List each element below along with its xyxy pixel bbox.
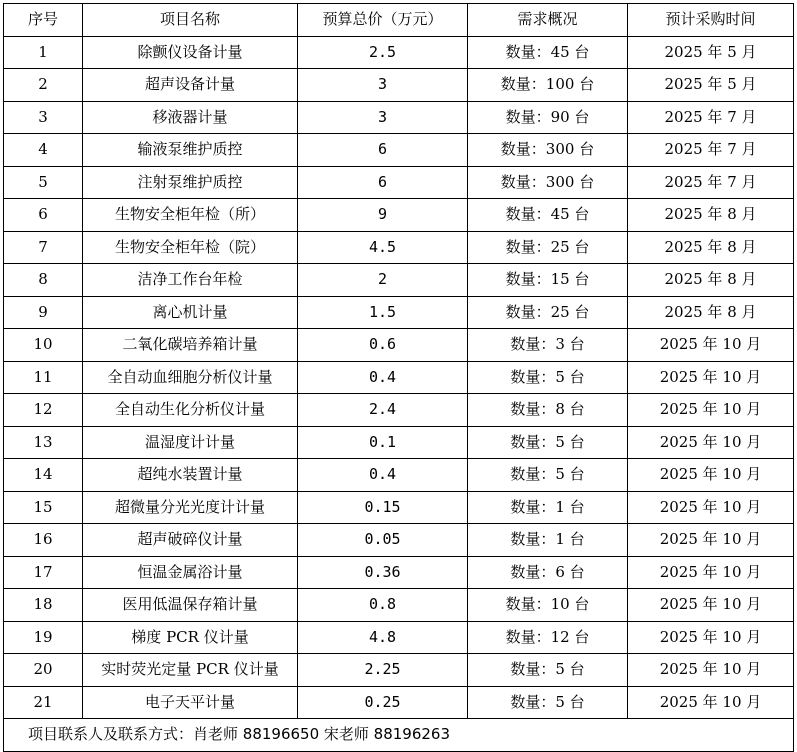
row-procurement-time: 2025 年 5 月 xyxy=(628,69,794,102)
row-budget: 1.5 xyxy=(298,296,468,329)
table-row xyxy=(4,394,794,427)
header-project-name: 项目名称 xyxy=(83,4,298,37)
row-serial: 15 xyxy=(4,491,83,524)
row-project-name: 洁净工作台年检 xyxy=(83,264,298,297)
row-serial: 21 xyxy=(4,686,83,719)
row-serial: 20 xyxy=(4,654,83,687)
row-serial: 14 xyxy=(4,459,83,492)
row-demand: 数量：90 台 xyxy=(468,101,628,134)
row-project-name: 生物安全柜年检（院） xyxy=(83,231,298,264)
row-budget: 0.36 xyxy=(298,556,468,589)
row-procurement-time: 2025 年 10 月 xyxy=(628,524,794,557)
row-project-name: 超声破碎仪计量 xyxy=(83,524,298,557)
row-budget: 4.5 xyxy=(298,231,468,264)
table-row xyxy=(4,69,794,102)
table-row xyxy=(4,524,794,557)
row-budget: 0.1 xyxy=(298,426,468,459)
row-budget: 0.6 xyxy=(298,329,468,362)
row-budget: 2.25 xyxy=(298,654,468,687)
row-serial: 1 xyxy=(4,36,83,69)
footer-row xyxy=(4,719,794,752)
row-procurement-time: 2025 年 10 月 xyxy=(628,686,794,719)
table-row xyxy=(4,589,794,622)
table-row xyxy=(4,654,794,687)
table-row xyxy=(4,329,794,362)
row-project-name: 医用低温保存箱计量 xyxy=(83,589,298,622)
row-project-name: 除颤仪设备计量 xyxy=(83,36,298,69)
row-procurement-time: 2025 年 10 月 xyxy=(628,654,794,687)
row-serial: 9 xyxy=(4,296,83,329)
row-budget: 9 xyxy=(298,199,468,232)
row-serial: 6 xyxy=(4,199,83,232)
row-demand: 数量：300 台 xyxy=(468,134,628,167)
row-procurement-time: 2025 年 10 月 xyxy=(628,556,794,589)
row-procurement-time: 2025 年 7 月 xyxy=(628,134,794,167)
row-project-name: 实时荧光定量 PCR 仪计量 xyxy=(83,654,298,687)
row-procurement-time: 2025 年 5 月 xyxy=(628,36,794,69)
row-demand: 数量：3 台 xyxy=(468,329,628,362)
header-row xyxy=(4,4,794,37)
row-demand: 数量：1 台 xyxy=(468,491,628,524)
row-procurement-time: 2025 年 7 月 xyxy=(628,166,794,199)
row-project-name: 恒温金属浴计量 xyxy=(83,556,298,589)
row-serial: 17 xyxy=(4,556,83,589)
row-project-name: 注射泵维护质控 xyxy=(83,166,298,199)
table-row xyxy=(4,231,794,264)
row-demand: 数量：5 台 xyxy=(468,459,628,492)
row-project-name: 全自动血细胞分析仪计量 xyxy=(83,361,298,394)
row-budget: 3 xyxy=(298,101,468,134)
row-serial: 8 xyxy=(4,264,83,297)
contact-info: 项目联系人及联系方式：肖老师 88196650 宋老师 88196263 xyxy=(4,719,794,752)
row-serial: 13 xyxy=(4,426,83,459)
row-project-name: 温湿度计计量 xyxy=(83,426,298,459)
row-project-name: 输液泵维护质控 xyxy=(83,134,298,167)
row-serial: 7 xyxy=(4,231,83,264)
row-demand: 数量：15 台 xyxy=(468,264,628,297)
row-budget: 3 xyxy=(298,69,468,102)
row-project-name: 超纯水装置计量 xyxy=(83,459,298,492)
row-project-name: 超声设备计量 xyxy=(83,69,298,102)
row-demand: 数量：45 台 xyxy=(468,36,628,69)
row-serial: 3 xyxy=(4,101,83,134)
row-procurement-time: 2025 年 8 月 xyxy=(628,199,794,232)
row-procurement-time: 2025 年 10 月 xyxy=(628,621,794,654)
row-demand: 数量：6 台 xyxy=(468,556,628,589)
table-row xyxy=(4,361,794,394)
row-budget: 0.25 xyxy=(298,686,468,719)
row-demand: 数量：300 台 xyxy=(468,166,628,199)
row-serial: 10 xyxy=(4,329,83,362)
row-project-name: 梯度 PCR 仪计量 xyxy=(83,621,298,654)
row-procurement-time: 2025 年 7 月 xyxy=(628,101,794,134)
row-procurement-time: 2025 年 10 月 xyxy=(628,361,794,394)
row-procurement-time: 2025 年 10 月 xyxy=(628,589,794,622)
table-row xyxy=(4,491,794,524)
row-serial: 4 xyxy=(4,134,83,167)
row-demand: 数量：100 台 xyxy=(468,69,628,102)
row-procurement-time: 2025 年 10 月 xyxy=(628,459,794,492)
row-serial: 5 xyxy=(4,166,83,199)
procurement-table xyxy=(3,3,794,752)
row-procurement-time: 2025 年 10 月 xyxy=(628,491,794,524)
row-budget: 0.4 xyxy=(298,361,468,394)
row-budget: 0.8 xyxy=(298,589,468,622)
row-serial: 12 xyxy=(4,394,83,427)
row-budget: 2.5 xyxy=(298,36,468,69)
row-demand: 数量：25 台 xyxy=(468,231,628,264)
row-procurement-time: 2025 年 8 月 xyxy=(628,296,794,329)
row-project-name: 二氧化碳培养箱计量 xyxy=(83,329,298,362)
table-row xyxy=(4,459,794,492)
row-procurement-time: 2025 年 10 月 xyxy=(628,426,794,459)
row-demand: 数量：12 台 xyxy=(468,621,628,654)
row-project-name: 生物安全柜年检（所） xyxy=(83,199,298,232)
row-budget: 2.4 xyxy=(298,394,468,427)
row-procurement-time: 2025 年 8 月 xyxy=(628,264,794,297)
row-project-name: 电子天平计量 xyxy=(83,686,298,719)
row-budget: 6 xyxy=(298,134,468,167)
row-serial: 2 xyxy=(4,69,83,102)
row-demand: 数量：5 台 xyxy=(468,686,628,719)
table-row xyxy=(4,134,794,167)
row-budget: 4.8 xyxy=(298,621,468,654)
row-demand: 数量：5 台 xyxy=(468,654,628,687)
row-project-name: 移液器计量 xyxy=(83,101,298,134)
table-body xyxy=(4,36,794,719)
row-demand: 数量：8 台 xyxy=(468,394,628,427)
table-row xyxy=(4,296,794,329)
header-serial: 序号 xyxy=(4,4,83,37)
row-demand: 数量：45 台 xyxy=(468,199,628,232)
table-row xyxy=(4,686,794,719)
row-project-name: 全自动生化分析仪计量 xyxy=(83,394,298,427)
row-budget: 0.05 xyxy=(298,524,468,557)
row-procurement-time: 2025 年 10 月 xyxy=(628,394,794,427)
table-row xyxy=(4,264,794,297)
row-demand: 数量：10 台 xyxy=(468,589,628,622)
table-row xyxy=(4,166,794,199)
row-serial: 16 xyxy=(4,524,83,557)
row-budget: 6 xyxy=(298,166,468,199)
row-demand: 数量：25 台 xyxy=(468,296,628,329)
header-demand: 需求概况 xyxy=(468,4,628,37)
table-row xyxy=(4,621,794,654)
header-budget: 预算总价（万元） xyxy=(298,4,468,37)
table-row xyxy=(4,101,794,134)
row-budget: 0.4 xyxy=(298,459,468,492)
row-budget: 2 xyxy=(298,264,468,297)
row-serial: 19 xyxy=(4,621,83,654)
row-demand: 数量：1 台 xyxy=(468,524,628,557)
table-row xyxy=(4,36,794,69)
table-row xyxy=(4,426,794,459)
row-demand: 数量：5 台 xyxy=(468,361,628,394)
row-demand: 数量：5 台 xyxy=(468,426,628,459)
row-serial: 18 xyxy=(4,589,83,622)
row-serial: 11 xyxy=(4,361,83,394)
table-row xyxy=(4,199,794,232)
row-project-name: 超微量分光光度计计量 xyxy=(83,491,298,524)
row-procurement-time: 2025 年 10 月 xyxy=(628,329,794,362)
table-row xyxy=(4,556,794,589)
row-procurement-time: 2025 年 8 月 xyxy=(628,231,794,264)
header-procurement-time: 预计采购时间 xyxy=(628,4,794,37)
row-project-name: 离心机计量 xyxy=(83,296,298,329)
row-budget: 0.15 xyxy=(298,491,468,524)
